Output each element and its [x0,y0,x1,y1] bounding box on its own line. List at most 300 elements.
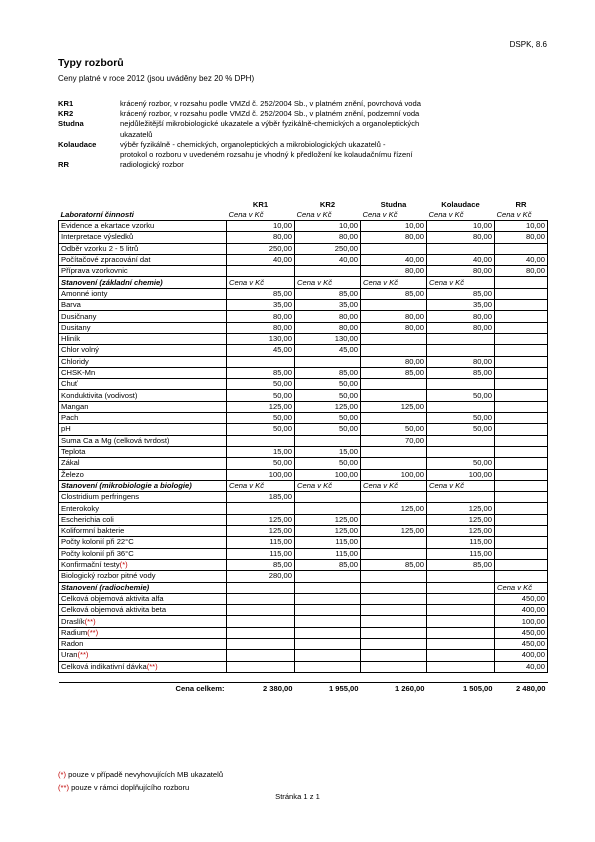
row-label-text: Radon [61,639,84,649]
price-cell [495,446,548,457]
price-cell: 125,00 [361,503,427,514]
price-cell [495,333,548,344]
price-cell [227,638,295,649]
table-row [59,469,548,480]
price-cell [495,526,548,537]
price-cell [495,559,548,570]
price-cell [227,356,295,367]
row-label-text: pH [61,424,71,434]
price-cell [361,548,427,559]
row-label [59,605,227,616]
price-cell: 80,00 [361,266,427,277]
table-row [59,446,548,457]
price-cell: 125,00 [227,401,295,412]
section-price-label: Cena v Kč [361,277,427,288]
price-cell [427,638,495,649]
total-row [59,682,548,695]
definition-key: RR [58,160,69,170]
row-label [59,514,227,525]
price-cell: 50,00 [295,390,361,401]
price-cell [495,322,548,333]
price-cell: 450,00 [495,638,548,649]
price-cell [295,571,361,582]
price-cell [495,413,548,424]
price-cell: 10,00 [427,221,495,232]
document-code: DSPK, 8.6 [509,40,547,49]
price-cell: 85,00 [295,559,361,570]
price-cell: 35,00 [227,300,295,311]
footnote-marker: (**) [77,650,89,660]
price-cell [295,356,361,367]
price-cell: 85,00 [227,288,295,299]
price-cell: 15,00 [227,446,295,457]
row-label-text: Zákal [61,458,80,468]
row-label [59,458,227,469]
price-cell [427,492,495,503]
price-cell: 100,00 [495,616,548,627]
row-label-text: Celková objemová aktivita beta [61,605,167,615]
price-cell [361,243,427,254]
spacer-cell [361,672,427,682]
section-price-label: Cena v Kč [427,480,495,491]
row-label-text: Biologický rozbor pitné vody [61,571,156,581]
price-cell [227,661,295,672]
total-value: 1 260,00 [394,683,425,693]
table-row [59,243,548,254]
row-label-text: Barva [61,300,81,310]
definition-key [58,130,120,140]
table-row [59,221,548,232]
price-cell [495,435,548,446]
definition-row [58,109,538,119]
row-label-text: Teplota [61,447,86,457]
price-cell [295,605,361,616]
price-cell [361,379,427,390]
price-cell: 100,00 [427,469,495,480]
price-cell: 125,00 [227,514,295,525]
price-cell: 50,00 [227,424,295,435]
price-cell: 80,00 [227,232,295,243]
row-label [59,435,227,446]
price-cell: 85,00 [227,559,295,570]
price-cell [361,458,427,469]
price-cell: 50,00 [227,458,295,469]
price-cell [361,492,427,503]
price-cell: 50,00 [427,458,495,469]
row-label [59,616,227,627]
price-cell: 50,00 [295,413,361,424]
row-label-text: Chuť [61,379,78,389]
price-cell: 85,00 [427,367,495,378]
total-value: 2 480,00 [515,683,546,693]
price-cell: 50,00 [361,424,427,435]
price-cell [361,616,427,627]
total-value: 2 380,00 [262,683,293,693]
price-cell: 85,00 [361,367,427,378]
price-cell: 50,00 [295,424,361,435]
price-cell: 45,00 [227,345,295,356]
price-cell [227,605,295,616]
spacer-cell [295,672,361,682]
price-cell: 45,00 [295,345,361,356]
spacer-cell [495,672,548,682]
section-price-label [295,582,361,593]
price-cell [295,638,361,649]
row-label [59,492,227,503]
row-label-text: CHSK-Mn [61,368,96,377]
table-row [59,322,548,333]
row-label [59,221,227,232]
price-cell: 450,00 [495,593,548,604]
column-subheader-row [59,210,548,221]
price-cell [361,413,427,424]
price-cell [227,435,295,446]
row-label-text: Uran [61,650,78,660]
table-row [59,379,548,390]
row-label-text: Celková indikativní dávka [61,661,147,671]
definition-key [58,150,120,160]
price-cell [361,593,427,604]
row-label [59,390,227,401]
spacer-row [59,672,548,682]
row-label-text: Pach [61,413,79,423]
row-label-text: Chlor volný [61,345,99,355]
table-row [59,254,548,265]
price-cell: 115,00 [227,548,295,559]
price-cell [427,571,495,582]
definitions-list [58,99,538,170]
table-row [59,650,548,661]
row-label-text: Konfirmační testy [61,560,120,570]
row-label-text: Koliformní bakterie [61,526,125,536]
price-cell: 125,00 [427,503,495,514]
row-label [59,254,227,265]
price-cell: 10,00 [495,221,548,232]
price-cell [495,311,548,322]
price-cell: 50,00 [227,390,295,401]
price-cell: 125,00 [427,526,495,537]
price-cell [427,650,495,661]
row-label [59,266,227,277]
table-row [59,526,548,537]
definition-text: nejdůležitější mikrobiologické ukazatele a výběr fyzikálně-chemických a organoleptických [120,119,420,129]
table-row [59,356,548,367]
price-cell: 125,00 [295,401,361,412]
table-row [59,559,548,570]
row-label [59,650,227,661]
row-label [59,503,227,514]
row-label [59,322,227,333]
price-cell: 125,00 [295,526,361,537]
row-label [59,288,227,299]
table-row [59,492,548,503]
price-cell [361,345,427,356]
price-cell [227,627,295,638]
price-subheader: Cena v Kč [227,210,295,221]
row-label [59,593,227,604]
price-cell: 10,00 [361,221,427,232]
price-cell: 115,00 [427,537,495,548]
table-row [59,345,548,356]
price-cell: 50,00 [427,390,495,401]
section-price-label: Cena v Kč [295,277,361,288]
row-label [59,537,227,548]
row-label-text: Interpretace výsledků [61,232,134,242]
price-cell [295,627,361,638]
definition-row [58,119,538,129]
spacer-cell [59,672,227,682]
table-row [59,638,548,649]
table-row [59,413,548,424]
price-cell [495,243,548,254]
price-cell [427,345,495,356]
price-cell [495,401,548,412]
price-cell: 250,00 [295,243,361,254]
table-row [59,548,548,559]
section-title: Stanovení (radiochemie) [59,582,227,593]
price-cell: 250,00 [227,243,295,254]
page-title: Typy rozborů [58,57,124,69]
table-row [59,333,548,344]
price-cell: 85,00 [227,367,295,378]
table-row [59,288,548,299]
price-cell: 130,00 [295,333,361,344]
row-label-text: Hliník [61,334,80,344]
row-label [59,424,227,435]
header-spacer [59,199,227,210]
total-label: Cena celkem: [175,683,225,693]
row-label-text: Počty kolonií při 36°C [61,548,134,558]
price-cell: 85,00 [427,288,495,299]
row-label-text: Mangan [61,401,89,411]
price-cell: 115,00 [227,537,295,548]
row-label-text: Konduktivita (vodivost) [61,390,138,400]
column-header: Kolaudace [441,199,480,209]
column-header: KR2 [319,199,336,209]
price-cell [361,650,427,661]
price-cell: 80,00 [495,232,548,243]
price-cell: 40,00 [227,254,295,265]
row-label [59,232,227,243]
price-cell: 80,00 [427,266,495,277]
price-cell [495,379,548,390]
price-cell [361,537,427,548]
price-cell [361,390,427,401]
table-row [59,537,548,548]
row-label-text: Radium [61,627,88,637]
price-cell: 85,00 [295,367,361,378]
definition-row [58,130,538,140]
footnote-marker: (**) [146,661,158,671]
table-row [59,266,548,277]
row-label [59,401,227,412]
section-price-label: Cena v Kč [227,480,295,491]
row-label-text: Clostridium perfringens [61,492,140,502]
page-footer: Stránka 1 z 1 [275,792,320,801]
table-row [59,605,548,616]
price-cell: 100,00 [361,469,427,480]
price-cell: 80,00 [227,322,295,333]
spacer-cell [227,672,295,682]
table-row [59,311,548,322]
column-header-row [59,199,548,210]
price-cell: 50,00 [295,379,361,390]
price-cell: 125,00 [361,401,427,412]
price-cell [295,503,361,514]
price-cell: 85,00 [295,288,361,299]
row-label [59,243,227,254]
spacer-cell [427,672,495,682]
row-label [59,548,227,559]
price-cell: 80,00 [361,311,427,322]
table-row [59,514,548,525]
table-row [59,300,548,311]
price-cell [361,571,427,582]
row-label [59,345,227,356]
price-cell: 130,00 [227,333,295,344]
price-cell [295,435,361,446]
row-label [59,469,227,480]
section-price-label [361,582,427,593]
page-subtitle: Ceny platné v roce 2012 (jsou uváděny bez 20 % DPH) [58,74,255,83]
section-price-label [227,582,295,593]
definition-key: KR2 [58,109,74,119]
price-cell [495,300,548,311]
price-cell: 400,00 [495,605,548,616]
price-cell [495,571,548,582]
price-cell: 85,00 [361,288,427,299]
section-price-label: Cena v Kč [227,277,295,288]
price-cell: 50,00 [227,379,295,390]
definition-text: výběr fyzikálně - chemických, organoleptických a mikrobiologických ukazatelů - [120,139,386,149]
column-header: RR [515,199,527,209]
price-cell: 35,00 [427,300,495,311]
row-label-text: Draslík [61,616,85,626]
table-row [59,661,548,672]
table-row [59,367,548,378]
section-price-label: Cena v Kč [495,582,548,593]
section-price-label: Cena v Kč [361,480,427,491]
price-cell [495,514,548,525]
price-cell: 185,00 [227,492,295,503]
price-cell: 35,00 [295,300,361,311]
price-cell: 50,00 [295,458,361,469]
table-row [59,401,548,412]
footnote-marker: (*) [119,560,128,570]
table-row [59,593,548,604]
table-row [59,458,548,469]
row-label [59,311,227,322]
price-cell: 450,00 [495,627,548,638]
definition-row [58,99,538,109]
price-cell [295,593,361,604]
section-row [59,582,548,593]
definition-text: protokol o rozboru v uvedeném rozsahu je vhodný k předložení ke kolaudačnímu řízení [120,150,413,160]
price-cell [361,300,427,311]
section-row [59,480,548,491]
row-label [59,333,227,344]
price-cell: 40,00 [295,254,361,265]
price-cell [495,356,548,367]
row-label-text: Dusičnany [61,311,97,321]
price-cell [427,605,495,616]
row-label [59,559,227,570]
price-cell [227,616,295,627]
price-cell [427,446,495,457]
section-price-label [427,582,495,593]
price-cell: 40,00 [495,661,548,672]
table-row [59,390,548,401]
row-label [59,356,227,367]
price-cell [495,548,548,559]
price-cell [495,503,548,514]
price-cell: 125,00 [361,526,427,537]
table-row [59,503,548,514]
row-label-text: Suma Ca a Mg (celková tvrdost) [61,435,170,445]
price-cell [427,661,495,672]
section-row [59,277,548,288]
price-cell: 115,00 [427,548,495,559]
price-cell: 80,00 [361,322,427,333]
footnotes [58,768,223,794]
row-label [59,627,227,638]
row-label-text: Enterokoky [61,503,99,513]
price-cell [495,492,548,503]
price-cell: 40,00 [495,254,548,265]
row-label-text: Celková objemová aktivita alfa [61,593,164,603]
price-cell: 80,00 [427,311,495,322]
price-cell [495,469,548,480]
price-cell [427,379,495,390]
price-cell [295,266,361,277]
section-price-label: Cena v Kč [427,277,495,288]
price-cell: 50,00 [427,413,495,424]
table-row [59,571,548,582]
row-label-text: Escherichia coli [61,514,114,524]
definition-row [58,150,538,160]
table-row [59,435,548,446]
row-label [59,379,227,390]
row-label-text: Počty kolonií při 22°C [61,537,134,547]
price-cell: 70,00 [361,435,427,446]
price-cell [227,593,295,604]
price-cell [227,503,295,514]
price-cell [495,424,548,435]
row-label [59,526,227,537]
row-label-text: Příprava vzorkovnic [61,266,128,276]
row-label [59,638,227,649]
price-cell [427,401,495,412]
price-cell: 100,00 [295,469,361,480]
price-cell: 15,00 [295,446,361,457]
column-header: Studna [380,199,407,209]
definition-text: radiologický rozbor [120,160,184,170]
row-label-text: Počítačové zpracování dat [61,255,151,265]
price-cell [427,593,495,604]
definition-key: Kolaudace [58,139,97,149]
price-cell: 50,00 [227,413,295,424]
price-cell [427,616,495,627]
footnote-marker: (*) [58,770,67,779]
price-cell [427,627,495,638]
price-cell: 85,00 [427,559,495,570]
price-cell: 40,00 [427,254,495,265]
price-cell [427,333,495,344]
row-label [59,300,227,311]
price-cell: 125,00 [427,514,495,525]
row-label [59,661,227,672]
price-cell: 10,00 [295,221,361,232]
